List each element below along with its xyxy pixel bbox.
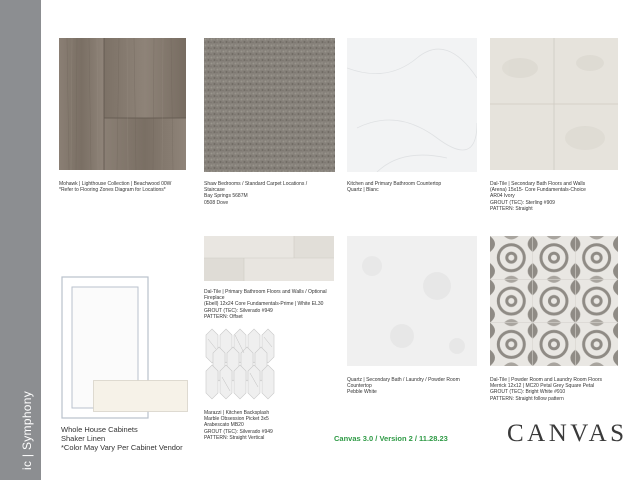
canvas-logo: CANVAS	[507, 420, 628, 447]
cabinets-title: Whole House Cabinets	[61, 425, 138, 434]
swatch-pebble-white	[347, 236, 477, 366]
swatch-caption-el30: Dal-Tile | Primary Bathroom Floors and Walls / Optional Fireplace (Ebell) 12x24 Core Fundamentals-Prime | White EL30 GROUT (TEC): Silverado #949 PATTERN: Offset	[204, 289, 327, 320]
swatch-quartz-blanc	[347, 38, 477, 172]
version-stamp: Canvas 3.0 / Version 2 / 11.28.23	[334, 434, 448, 443]
swatch-caption-wood: Mohawk | Lighthouse Collection | Beachwood 00W *Refer to Flooring Zones Diagram for Locations*	[59, 181, 172, 194]
swatch-picket-mosaic	[204, 327, 276, 402]
wood-texture-image	[59, 38, 186, 170]
swatch-caption-blanc: Kitchen and Primary Bathroom Countertop Quartz | Blanc	[347, 181, 442, 194]
ivory-tile-image	[490, 38, 618, 170]
white-el30-image	[204, 236, 334, 281]
sidebar-label: ic | Symphony	[20, 390, 34, 470]
linen-color-image	[93, 380, 188, 412]
swatch-ivory-tile	[490, 38, 618, 170]
swatch-carpet	[204, 38, 335, 172]
swatch-caption-ivory: Dal-Tile | Secondary Bath Floors and Walls (Arena) 15x15- Core Fundamentals-Choice AR04 Ivory GROUT (TEC): Sterling #909 PATTERN: Straight	[490, 181, 586, 212]
petal-grey-pattern-image	[490, 236, 618, 366]
swatch-petal-grey	[490, 236, 618, 366]
swatch-wood-plank	[59, 38, 186, 170]
swatch-white-el30	[204, 236, 334, 281]
cabinets-note: *Color May Vary Per Cabinet Vendor	[61, 443, 183, 452]
picket-mosaic-image	[204, 327, 276, 402]
swatch-caption-carpet: Shaw Bedrooms / Standard Carpet Locations / Staircase Bay Springs 5687M 0508 Dove	[204, 181, 308, 206]
swatch-caption-pebble: Quartz | Secondary Bath / Laundry / Powder Room Countertop Pebble White	[347, 377, 460, 396]
swatch-caption-picket: Marazzi | Kitchen Backsplash Marble Obsession Picket 3x5 Arabescato MB20 GROUT (TEC): Silverado #949 PATTERN: Straight Vertical	[204, 410, 273, 441]
sidebar-band	[0, 0, 41, 480]
pebble-white-image	[347, 236, 477, 366]
cabinets-finish: Shaker Linen	[61, 434, 106, 443]
quartz-blanc-image	[347, 38, 477, 172]
cabinet-linen-swatch	[93, 380, 188, 412]
carpet-texture-image	[204, 38, 335, 172]
swatch-caption-petal: Dal-Tile | Powder Room and Laundry Room Floors Merrick 12x12 | MC20 Petal Grey Square Petal GROUT (TEC): Bright White #910 PATTERN: Straight follow pattern	[490, 377, 602, 402]
